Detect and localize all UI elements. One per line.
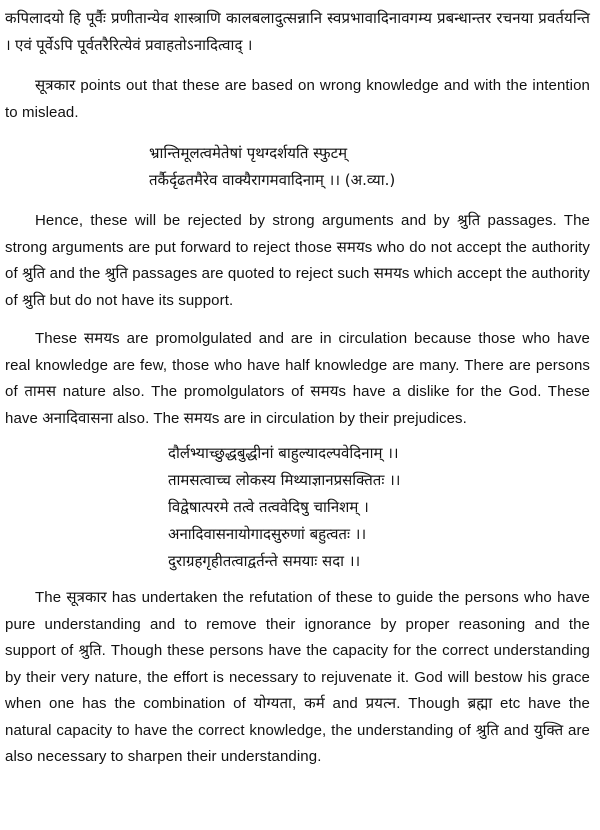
verse-line: दुराग्रहगृहीतत्वाद्वर्तन्ते समयाः सदा ।।	[168, 552, 361, 570]
verse-line: भ्रान्तिमूलत्वमेतेषां पृथग्दर्शयति स्फुटम्	[149, 144, 348, 162]
verse-block-second	[5, 440, 590, 575]
spacer	[5, 59, 590, 73]
verse-line: दौर्लभ्याच्छुद्धबुद्धीनां बाहुल्यादल्पवेदिनाम् ।।	[168, 444, 399, 462]
sanskrit-intro-paragraph: कपिलादयो हि पूर्वैः प्रणीतान्येव शास्त्राणि कालबलादुत्सन्नानि स्वप्रभावादिनावगम्य प्रबन्धान्तर रचनया प्रवर्तयन्ति । एवं पूर्वेऽपि पूर्वतरैरित्येवं प्रवाहतोऽनादित्वाद् ।	[5, 10, 590, 54]
sutrakara-paragraph: सूत्रकार points out that these are based on wrong knowledge and with the intention to mislead.	[5, 77, 590, 121]
verse-line: तामसत्वाच्च लोकस्य मिथ्याज्ञानप्रसक्तितः ।।	[168, 471, 401, 489]
verse-block-first	[5, 140, 590, 194]
verse-line: तर्कैर्दृढतमैरेव वाक्यैरागमवादिनाम् ।। (अ.व्या.)	[149, 171, 396, 189]
refutation-paragraph: The सूत्रकार has undertaken the refutation of these to guide the persons who have pure understanding and to remove their ignorance by proper reasoning and the support of श्रुति. Though these persons have the capacity for the correct understanding by their very nature, the effort is necessary to rejuvenate it. God will bestow his grace when one has the combination of योग्यता, कर्म and प्रयत्न. Though ब्रह्मा etc have the natural capacity to have the correct knowledge, the understanding of श्रुति and युक्ति are also necessary to sharpen their understanding.	[5, 589, 590, 765]
rejection-paragraph: Hence, these will be rejected by strong arguments and by श्रुति passages. The strong arguments are put forward to reject those समयs who do not accept the authority of श्रुति and the श्रुति passages are quoted to reject such समयs which accept the authority of श्रुति but do not have its support.	[5, 212, 590, 309]
verse-line: अनादिवासनायोगादसुरुणां बहुत्वतः ।।	[168, 525, 367, 543]
spacer	[5, 314, 590, 326]
circulation-paragraph: These समयs are promolgulated and are in circulation because those who have real knowledge are few, those who have half knowledge are many. There are persons of तामस nature also. The promolgulators of समयs have a dislike for the God. These have अनादिवासना also. The समयs are in circulation by their prejudices.	[5, 330, 590, 427]
verse-line: विद्वेषात्परमे तत्वे तत्ववेदिषु चानिशम् ।	[168, 498, 369, 516]
